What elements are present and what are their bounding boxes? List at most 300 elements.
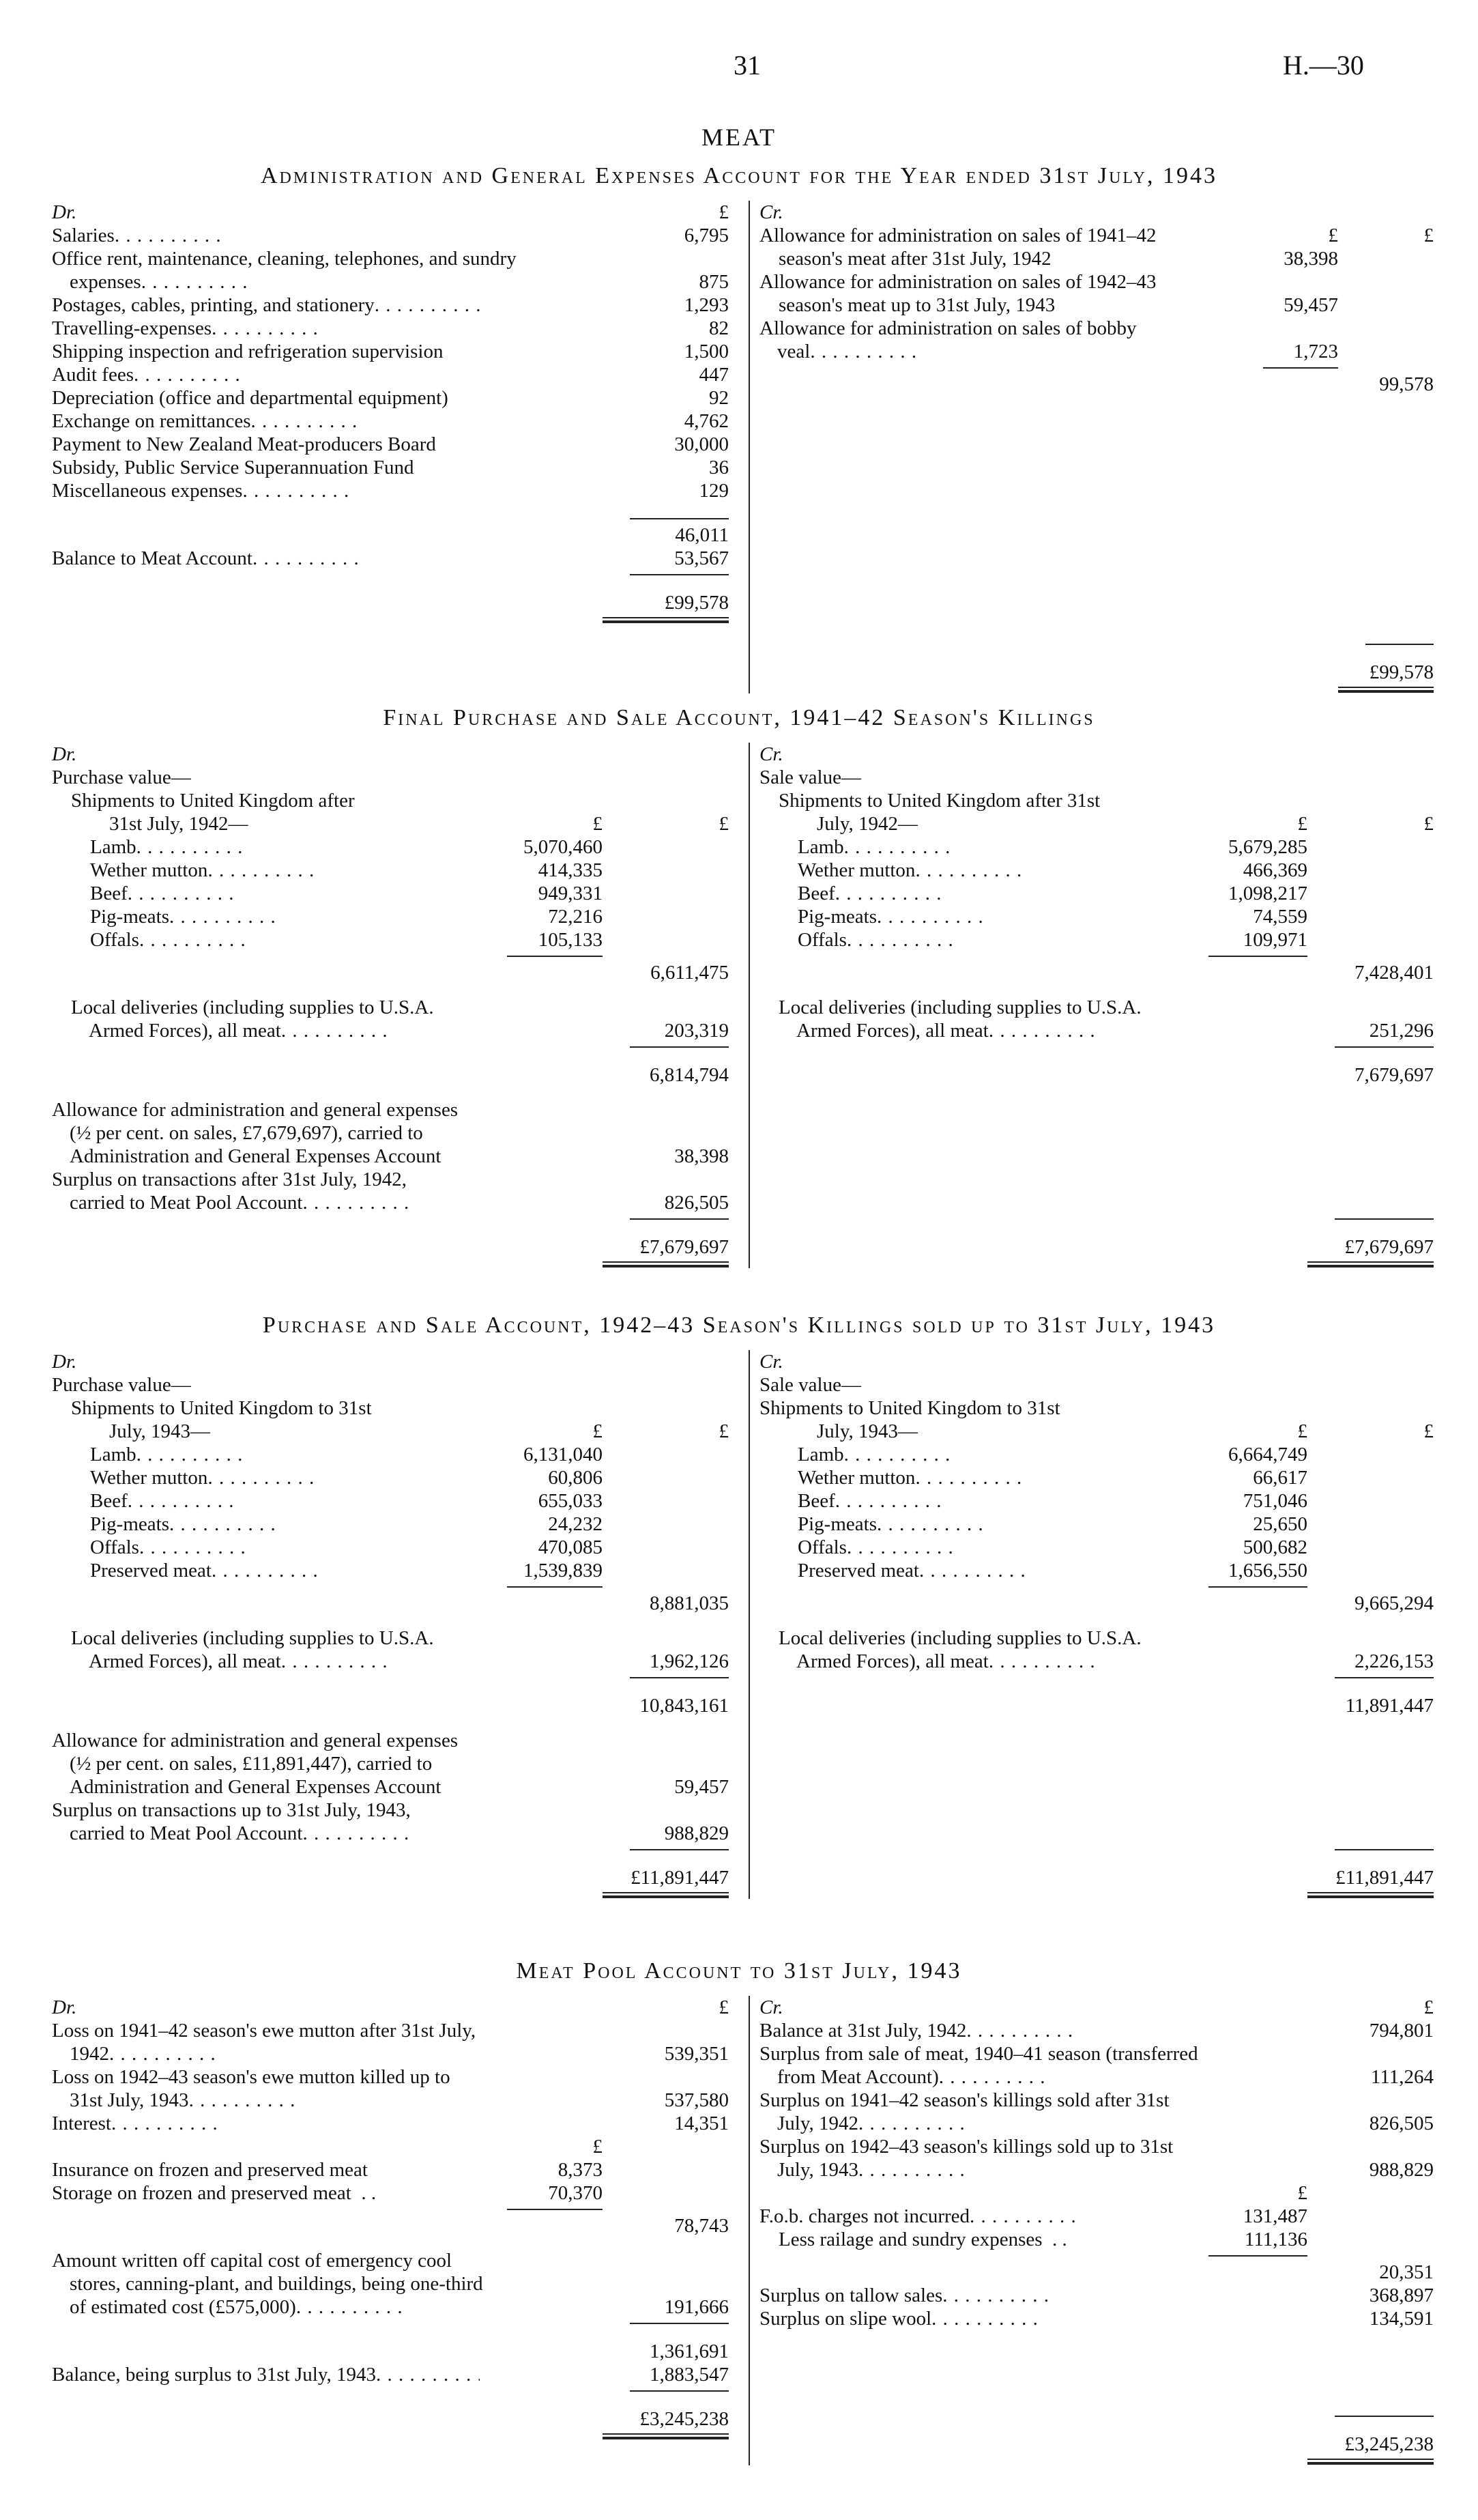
rule-line <box>480 570 603 579</box>
spacer <box>759 1179 1434 1203</box>
label-text: season's meat after 31st July, 1942 <box>779 248 1052 270</box>
subtotal-rule <box>759 363 1434 373</box>
ledger-row <box>52 996 729 1042</box>
label-text: July, 1943— <box>109 1420 210 1442</box>
ledger-row <box>52 859 729 882</box>
ledger-row <box>52 789 729 812</box>
rule-line <box>1236 684 1338 693</box>
dot-leader <box>942 2284 1181 2307</box>
spacer <box>52 2396 729 2407</box>
account-body <box>0 1996 1478 2465</box>
label-line <box>52 743 480 766</box>
ledger-row <box>759 859 1434 882</box>
spacer <box>759 1764 1434 1787</box>
row-label <box>759 859 1181 882</box>
row-label <box>52 1397 480 1420</box>
dot-leader <box>376 2363 480 2386</box>
row-label <box>52 996 480 1042</box>
account-body <box>0 1350 1478 1899</box>
label-text: Loss on 1942–43 season's ewe mutton killed up to <box>52 2066 450 2088</box>
label-line <box>817 812 1181 835</box>
ledger-row <box>759 293 1434 317</box>
subtotal-rule <box>759 1673 1434 1683</box>
amount-outer: 203,319 <box>664 1020 729 1042</box>
amount-outer: £11,891,447 <box>1335 1867 1434 1889</box>
dot-leader <box>858 2158 1181 2181</box>
ledger-row <box>759 1235 1434 1259</box>
label-text: Interest <box>52 2113 111 2134</box>
label-line <box>90 1443 480 1466</box>
label-text: Local deliveries (including supplies to U.S.A. <box>71 997 434 1018</box>
dot-leader <box>115 224 480 247</box>
spacer <box>759 1741 1434 1764</box>
ledger-row <box>759 882 1434 905</box>
row-label <box>759 2019 1181 2042</box>
amount-outer: £99,578 <box>664 592 729 614</box>
spacer <box>759 1855 1434 1866</box>
ledger-row <box>52 1513 729 1536</box>
amount-outer: 30,000 <box>674 433 729 455</box>
rule-line <box>1181 2456 1307 2465</box>
amount-outer: £ <box>1423 225 1434 246</box>
rule-line <box>1236 640 1338 649</box>
label-text: Surplus from sale of meat, 1940–41 season (transferred <box>759 2043 1198 2065</box>
label-text: Purchase value— <box>52 767 191 788</box>
label-text: Surplus on 1942–43 season's killings sold up to 31st <box>759 2136 1174 2158</box>
dot-leader <box>844 835 1181 859</box>
label-text: Wether mutton <box>798 1467 916 1489</box>
row-label <box>759 2284 1181 2307</box>
amount-outer: 36 <box>709 457 729 478</box>
ledger-row <box>52 1559 729 1582</box>
amount-outer: 368,897 <box>1369 2285 1434 2306</box>
row-label <box>759 905 1181 928</box>
ledger-row <box>759 1866 1434 1889</box>
label-line <box>759 743 1181 766</box>
ledger-row <box>759 812 1434 835</box>
amount-outer: 20,351 <box>1379 2261 1434 2283</box>
ledger-row <box>52 1799 729 1845</box>
row-label <box>759 1513 1181 1536</box>
row-label <box>759 1592 1181 1615</box>
amount-outer: 111,264 <box>1370 2066 1434 2088</box>
ledger-row <box>52 317 729 340</box>
credit-side <box>749 1350 1434 1899</box>
spacer <box>52 2328 729 2340</box>
label-line <box>759 317 1236 340</box>
ledger-row <box>52 1729 729 1799</box>
row-label <box>759 1866 1181 1889</box>
label-text: carried to Meat Pool Account <box>70 1822 303 1844</box>
rule-gap <box>52 2431 480 2440</box>
spacer <box>52 1615 729 1627</box>
label-line <box>52 456 480 479</box>
row-label <box>759 1420 1181 1443</box>
amount-inner: 949,331 <box>538 883 603 904</box>
dot-leader <box>810 340 1236 363</box>
row-label <box>759 2307 1181 2330</box>
row-label <box>759 812 1181 835</box>
total-double-rule <box>759 2456 1434 2465</box>
spacer <box>759 419 1434 442</box>
label-text: Loss on 1941–42 season's ewe mutton after 31st July, <box>52 2020 476 2042</box>
label-line <box>90 1536 480 1559</box>
debit-side <box>52 1996 729 2465</box>
label-line <box>759 224 1236 247</box>
label-line <box>798 928 1181 951</box>
ledger-row <box>52 1443 729 1466</box>
label-text: Shipping inspection and refrigeration supervision <box>52 341 444 362</box>
label-text: from Meat Account) <box>777 2066 939 2088</box>
spacer <box>52 1224 729 1235</box>
label-text: Balance at 31st July, 1942 <box>759 2020 967 2042</box>
row-label <box>52 2065 480 2112</box>
page-heading: MEAT <box>701 124 777 151</box>
rule-line <box>630 1046 729 1052</box>
label-line <box>759 2205 1181 2228</box>
row-label <box>52 1420 480 1443</box>
total-double-rule <box>52 2431 729 2440</box>
amount-outer: 537,580 <box>664 2089 729 2111</box>
rule-line <box>1181 1214 1307 1224</box>
dot-leader <box>109 2042 480 2065</box>
rule-gap <box>52 2205 480 2214</box>
spacer <box>759 984 1434 996</box>
total-double-rule <box>759 1889 1434 1899</box>
ledger-row <box>759 2089 1434 2135</box>
ledger-row <box>759 996 1434 1042</box>
ledger-row <box>759 661 1434 684</box>
rule-gap <box>52 2319 480 2328</box>
account-title: Administration and General Expenses Account for the Year ended 31st July, 1943 <box>260 163 1217 188</box>
row-label <box>52 789 480 812</box>
dot-leader <box>302 1191 480 1214</box>
column-header <box>52 743 729 766</box>
dot-leader <box>252 547 480 570</box>
amount-inner: 105,133 <box>538 929 603 951</box>
dot-leader <box>136 1443 480 1466</box>
row-label <box>52 905 480 928</box>
amount-outer: 14,351 <box>674 2113 729 2134</box>
label-line <box>52 2065 480 2089</box>
subtotal-rule <box>759 1214 1434 1224</box>
row-label <box>759 1063 1181 1087</box>
dot-leader <box>281 1019 480 1042</box>
row-label <box>759 317 1236 363</box>
amount-outer: 10,843,161 <box>639 1695 729 1717</box>
row-label <box>759 2228 1181 2251</box>
subtotal-rule <box>52 1214 729 1224</box>
debit-side <box>52 743 729 1268</box>
label-text: Surplus on transactions up to 31st July, 1943, <box>52 1799 411 1821</box>
label-line <box>71 996 480 1019</box>
dot-leader <box>212 317 480 340</box>
rule-line <box>630 2390 729 2396</box>
dot-leader <box>919 1559 1181 1582</box>
dot-leader <box>989 1019 1181 1042</box>
row-label <box>52 2181 480 2205</box>
row-label <box>52 1513 480 1536</box>
row-label <box>52 835 480 859</box>
amount-outer: 988,829 <box>664 1822 729 1844</box>
amount-outer: £ <box>719 1420 729 1442</box>
row-label <box>52 363 480 386</box>
amount-outer: 38,398 <box>674 1145 729 1167</box>
label-line <box>779 1627 1181 1650</box>
ledger-row <box>52 2214 729 2237</box>
amount-outer: 129 <box>699 480 729 502</box>
ledger-row <box>759 1489 1434 1513</box>
column-header <box>759 743 1434 766</box>
dot-leader <box>207 859 480 882</box>
label-line <box>71 1627 480 1650</box>
rule-gap <box>759 2411 1181 2421</box>
label-line <box>759 2307 1181 2330</box>
ledger-row <box>52 1536 729 1559</box>
spacer <box>52 2237 729 2249</box>
label-text: Cr. <box>759 1996 783 2018</box>
rule-gap <box>52 1259 480 1268</box>
label-line <box>52 1121 480 1145</box>
rule-line <box>1335 1677 1434 1683</box>
ledger-row <box>52 247 729 293</box>
spacer <box>759 1133 1434 1156</box>
amount-inner: 5,679,285 <box>1228 836 1307 858</box>
amount-outer: 447 <box>699 364 729 386</box>
amount-inner: 111,136 <box>1244 2229 1307 2250</box>
row-label <box>759 1466 1181 1489</box>
label-line <box>52 1822 480 1845</box>
label-text: of estimated cost (£575,000) <box>70 2296 296 2318</box>
ledger-row <box>52 591 729 614</box>
label-line <box>779 996 1181 1019</box>
rule-gap <box>759 951 1181 961</box>
row-label <box>52 2135 480 2158</box>
dot-leader <box>915 859 1181 882</box>
amount-outer: 1,293 <box>684 294 729 316</box>
amount-outer: 6,611,475 <box>650 962 729 984</box>
ledger-row <box>759 2181 1434 2205</box>
label-text: Pig-meats <box>90 906 169 928</box>
column-header <box>52 1350 729 1373</box>
ledger-row <box>52 905 729 928</box>
label-line <box>759 2284 1181 2307</box>
total-double-rule <box>52 1889 729 1899</box>
dot-leader <box>375 293 480 317</box>
dot-leader <box>844 1443 1181 1466</box>
row-label <box>759 2089 1181 2135</box>
amount-inner: £ <box>592 2136 603 2158</box>
dot-leader <box>169 905 480 928</box>
row-label <box>759 2135 1181 2181</box>
ledger-row <box>759 2205 1434 2228</box>
row-label <box>52 1350 480 1373</box>
row-label <box>52 1063 480 1087</box>
ledger-row <box>52 1063 729 1087</box>
label-text: Less railage and sundry expenses . . <box>779 2229 1067 2250</box>
label-line <box>71 1019 480 1042</box>
ledger-row <box>759 2284 1434 2307</box>
row-label <box>52 1536 480 1559</box>
spacer <box>52 579 729 591</box>
ledger-row <box>759 2433 1434 2456</box>
amount-outer: 78,743 <box>674 2215 729 2237</box>
dot-leader <box>212 1559 480 1582</box>
amount-inner: 751,046 <box>1243 1490 1307 1512</box>
label-text: Depreciation (office and departmental equipment) <box>52 387 448 409</box>
row-label <box>759 789 1181 812</box>
label-line <box>52 340 480 363</box>
spacer <box>759 442 1434 466</box>
subtotal-rule <box>52 1582 729 1592</box>
dot-leader <box>915 1466 1181 1489</box>
label-line <box>779 1019 1181 1042</box>
subtotal-rule <box>52 2386 729 2396</box>
amount-outer: £3,245,238 <box>639 2408 729 2430</box>
label-line <box>779 789 1181 812</box>
label-text: Shipments to United Kingdom after 31st <box>779 790 1101 812</box>
label-line <box>109 812 480 835</box>
rule-line <box>603 2433 729 2439</box>
label-line <box>798 882 1181 905</box>
label-line <box>52 2363 480 2386</box>
label-text: July, 1942— <box>817 813 918 835</box>
label-line <box>109 1420 480 1443</box>
dot-leader <box>169 1513 480 1536</box>
dot-leader <box>989 1650 1181 1673</box>
ledger-row <box>52 812 729 835</box>
column-header <box>759 1996 1434 2019</box>
rule-line <box>1208 956 1307 961</box>
label-line <box>52 1168 480 1191</box>
dot-leader <box>847 1536 1181 1559</box>
label-text: Local deliveries (including supplies to U.S.A. <box>779 1627 1142 1649</box>
ledger-row <box>759 2228 1434 2251</box>
row-label <box>52 743 480 766</box>
label-text: Miscellaneous expenses <box>52 480 243 502</box>
subtotal-rule <box>52 2205 729 2214</box>
spacer <box>759 396 1434 419</box>
amount-outer: 99,578 <box>1379 373 1434 395</box>
column-header <box>52 1996 729 2019</box>
ledger-row <box>52 456 729 479</box>
dot-leader <box>128 1489 480 1513</box>
dot-leader <box>134 363 480 386</box>
ledger-row <box>52 410 729 433</box>
row-label <box>52 1627 480 1673</box>
row-label <box>759 928 1181 951</box>
ledger-row <box>52 1373 729 1397</box>
account-section <box>0 704 1478 1268</box>
ledger-row <box>52 363 729 386</box>
ledger-row <box>759 247 1434 270</box>
dot-leader <box>877 905 1181 928</box>
ledger-row <box>759 1627 1434 1673</box>
label-text: July, 1943— <box>817 1420 918 1442</box>
spacer <box>759 2377 1434 2400</box>
label-text: Beef <box>798 883 835 904</box>
label-text: Pig-meats <box>798 1513 877 1535</box>
ledger-row <box>759 928 1434 951</box>
amount-outer: 9,665,294 <box>1354 1592 1434 1614</box>
label-line <box>52 766 480 789</box>
amount-inner: 66,617 <box>1253 1467 1307 1489</box>
amount-outer: £ <box>719 201 729 223</box>
label-text: Subsidy, Public Service Superannuation Fund <box>52 457 414 478</box>
row-label <box>52 1098 480 1168</box>
label-line <box>90 1489 480 1513</box>
account-title: Purchase and Sale Account, 1942–43 Season's Killings sold up to 31st July, 1943 <box>262 1313 1216 1338</box>
label-text: Offals <box>90 1536 139 1558</box>
label-line <box>52 1373 480 1397</box>
label-text: stores, canning-plant, and buildings, being one-third <box>70 2273 483 2295</box>
row-label <box>759 1373 1181 1397</box>
subtotal-rule <box>759 640 1434 649</box>
dot-leader <box>207 1466 480 1489</box>
amount-outer: 6,814,794 <box>650 1064 729 1086</box>
dot-leader <box>141 270 480 293</box>
label-text: Administration and General Expenses Account <box>70 1776 441 1798</box>
label-line <box>52 433 480 456</box>
amount-outer: 1,361,691 <box>650 2340 729 2362</box>
ledger-row <box>759 789 1434 812</box>
row-label <box>759 373 1236 396</box>
label-text: Audit fees <box>52 364 134 386</box>
row-label <box>52 2019 480 2065</box>
rule-gap <box>52 2386 480 2396</box>
dot-leader <box>835 882 1181 905</box>
row-label <box>52 882 480 905</box>
row-label <box>759 1996 1181 2019</box>
rule-line <box>480 2319 603 2328</box>
row-label <box>759 1443 1181 1466</box>
label-text: Purchase value— <box>52 1374 191 1396</box>
amount-inner: £ <box>1328 225 1338 246</box>
label-line <box>759 2019 1181 2042</box>
label-line <box>52 270 480 293</box>
subtotal-rule <box>52 1042 729 1052</box>
rule-gap <box>52 1673 480 1683</box>
amount-inner: £ <box>592 813 603 835</box>
label-line <box>52 2158 480 2181</box>
rule-line <box>603 951 729 961</box>
amount-outer: 134,591 <box>1369 2308 1434 2330</box>
spacer <box>52 1855 729 1866</box>
row-label <box>759 1489 1181 1513</box>
spacer <box>759 1615 1434 1627</box>
spacer <box>759 2353 1434 2377</box>
label-text: Balance to Meat Account <box>52 547 252 569</box>
ledger-row <box>52 2158 729 2181</box>
page-number: 31 <box>734 50 761 81</box>
row-label <box>52 340 480 363</box>
spacer <box>759 489 1434 512</box>
amount-inner: 470,085 <box>538 1536 603 1558</box>
label-line <box>759 766 1181 789</box>
amount-outer: 794,801 <box>1369 2020 1434 2042</box>
rule-gap <box>52 1214 480 1224</box>
rule-line <box>507 1586 603 1592</box>
ledger-row <box>52 1627 729 1673</box>
ledger-row <box>52 961 729 984</box>
row-label <box>759 270 1236 293</box>
amount-outer: 2,226,153 <box>1354 1650 1434 1672</box>
label-text: expenses <box>70 271 141 293</box>
label-text: Cr. <box>759 1351 783 1373</box>
label-line <box>779 2228 1181 2251</box>
rule-gap <box>759 1214 1181 1224</box>
dot-leader <box>966 2019 1181 2042</box>
